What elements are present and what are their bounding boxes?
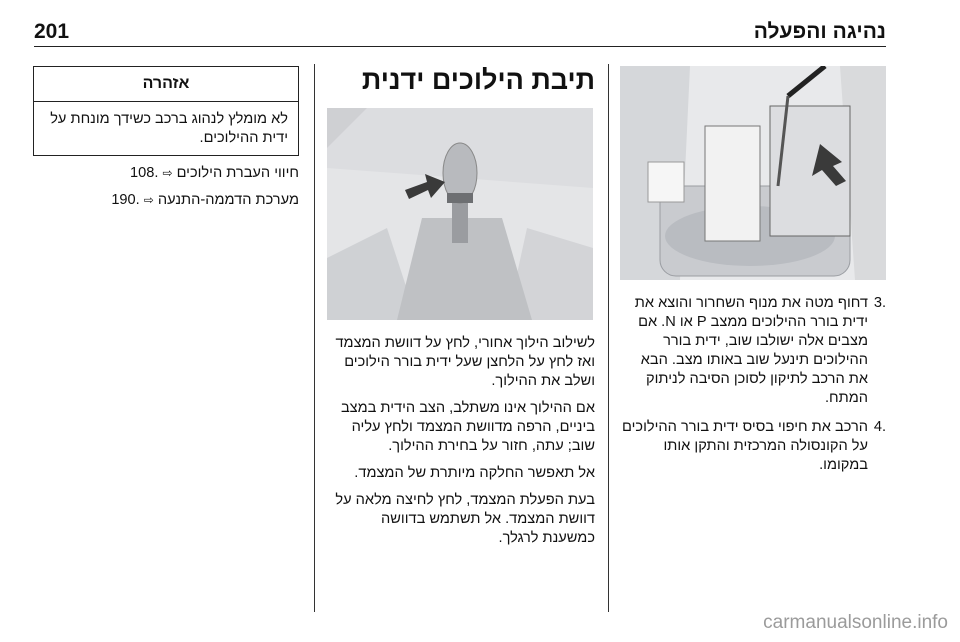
step-text: הרכב את חיפוי בסיס ידית בורר ההילוכים על הקונסולה המרכזית והתקן אותו במקומו.	[622, 419, 868, 473]
list-item	[620, 294, 886, 408]
page-number: 201	[34, 20, 70, 43]
middle-column	[327, 64, 595, 556]
reference-page: .190	[111, 192, 140, 208]
cross-reference[interactable]	[33, 164, 299, 183]
chapter-title: נהיגה והפעלה	[753, 20, 886, 43]
list-item	[620, 418, 886, 475]
reference-text: חיווי העברת הילוכים	[176, 165, 299, 181]
manual-gear-lever-photo	[327, 108, 593, 320]
paragraph: לשילוב הילוך אחורי, לחץ על דוושת המצמד ואז לחץ על הלחצן שעל ידית בורר הילוכים ושלב את ההילוך.	[335, 335, 595, 389]
column-divider	[608, 64, 609, 612]
left-column	[33, 66, 299, 210]
warning-text: לא מומלץ לנהוג ברכב כשידך מונחת על ידית ההילוכים.	[50, 111, 288, 146]
paragraph: אל תאפשר החלקה מיותרת של המצמד.	[354, 465, 595, 481]
warning-title: אזהרה	[34, 67, 298, 102]
section-title: תיבת הילוכים ידנית	[361, 65, 595, 95]
right-column	[620, 66, 886, 485]
watermark: carmanualsonline.info	[763, 612, 948, 633]
column-divider	[314, 64, 315, 612]
page-header	[34, 20, 886, 47]
warning-box	[33, 66, 299, 156]
page-reference-icon: ⇨	[162, 166, 173, 180]
paragraph: בעת הפעלת המצמד, לחץ לחיצה מלאה על דוושת המצמד. אל תשתמש בדוושה כמשענת לרגלך.	[335, 492, 595, 546]
step-text: דחוף מטה את מנוף השחרור והוצא את ידית בורר ההילוכים ממצב P או N. אם מצבים אלה ישולבו שוב, ידית בורר ההילוכים תינעל שוב באותו מצב. הבא את הרכב לתיקון לסוכן הסיבה לניתוק המתח.	[634, 295, 868, 406]
gear-lever-release-tool-photo	[620, 66, 886, 280]
reference-page: .108	[129, 165, 159, 181]
page-reference-icon: ⇨	[143, 193, 154, 207]
cross-reference[interactable]	[33, 191, 299, 210]
paragraph: אם ההילוך אינו משתלב, הצב הידית במצב ביניים, הרפה מדוושת המצמד ולחץ עליה שוב; עתה, חזור על בחירת ההילוך.	[340, 400, 595, 454]
reference-text: מערכת הדממה-התנעה	[157, 192, 299, 208]
step-number: .3	[873, 295, 886, 311]
step-number: .4	[873, 419, 886, 435]
